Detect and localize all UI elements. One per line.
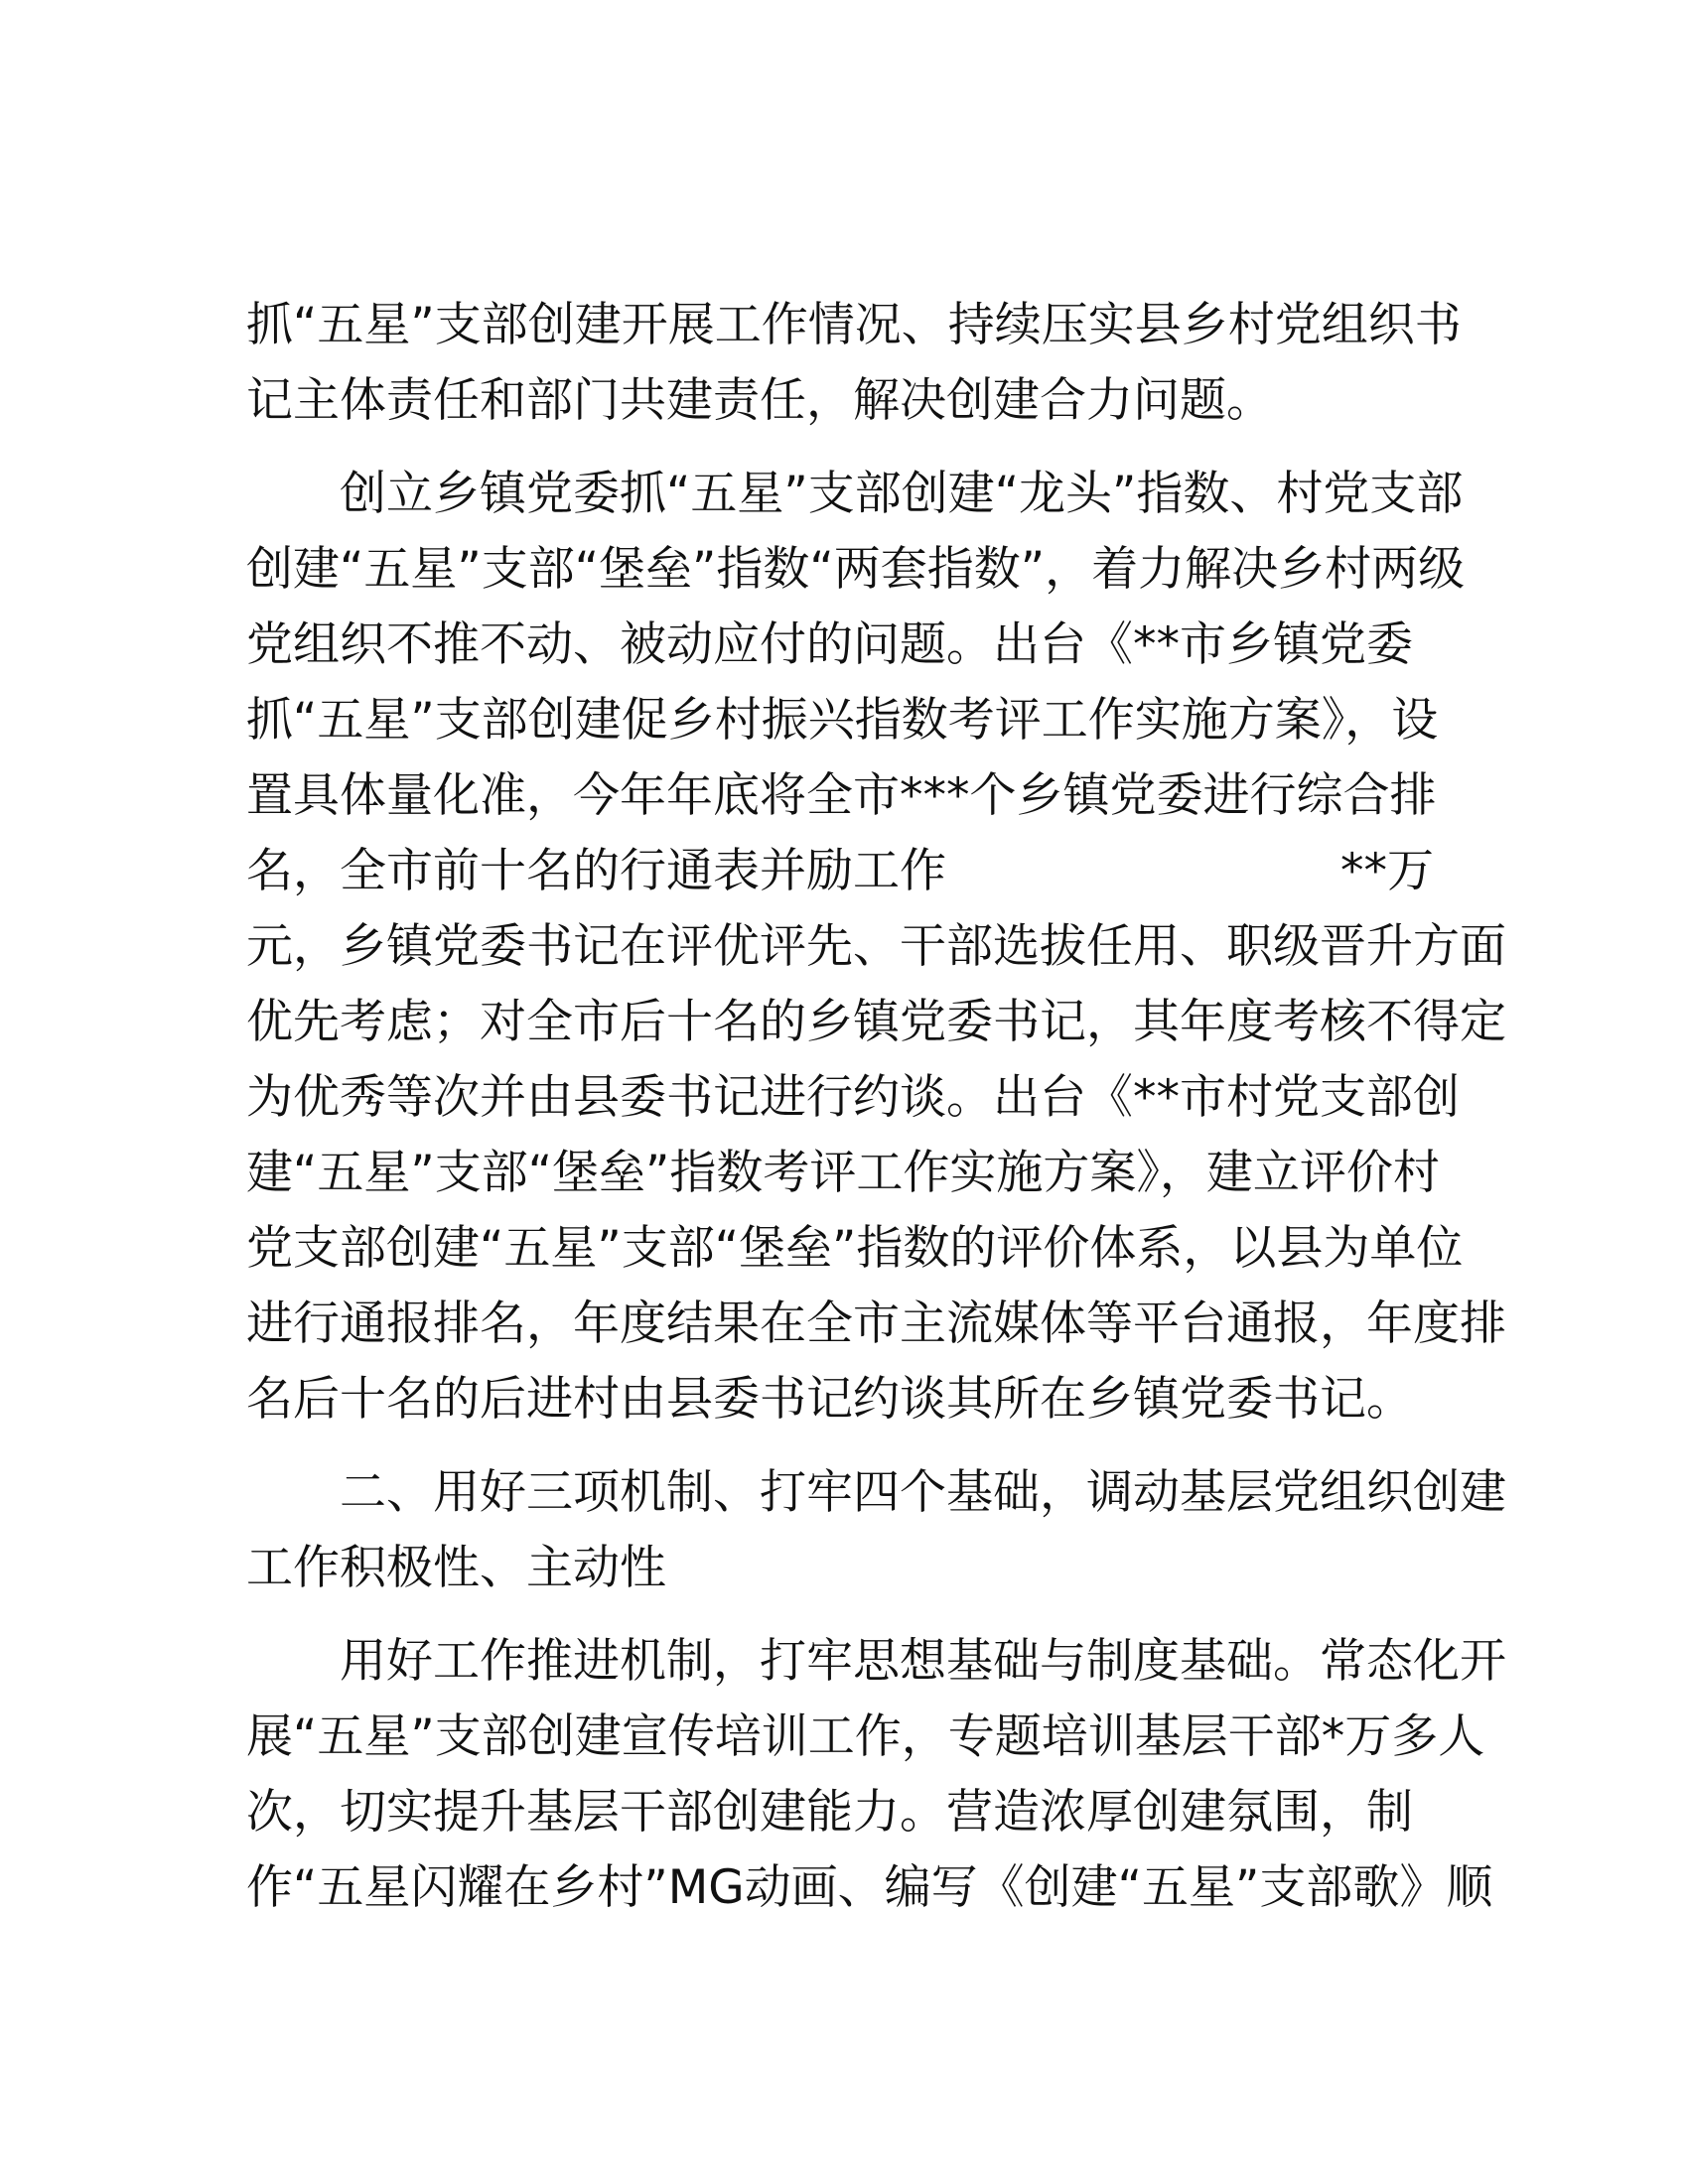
paragraph-4 xyxy=(246,1624,1506,1926)
text-line: 优先考虑；对全市后十名的乡镇党委书记，其年度考核不得定 xyxy=(246,995,1506,1049)
text-line: 抓“五星”支部创建促乡村振兴指数考评工作实施方案》，设 xyxy=(246,693,1439,748)
text-line: 创建“五星”支部“堡垒”指数“两套指数”，着力解决乡村两级 xyxy=(246,542,1466,597)
text-line: 二、用好三项机制、打牢四个基础，调动基层党组织创建 xyxy=(340,1465,1506,1520)
text-line: 展“五星”支部创建宣传培训工作，专题培训基层干部*万多人 xyxy=(246,1709,1485,1764)
text-line: 党组织不推不动、被动应付的问题。出台《**市乡镇党委 xyxy=(246,617,1413,672)
split-text-line xyxy=(246,834,1434,909)
section-heading xyxy=(246,1455,1506,1606)
text-line: 党支部创建“五星”支部“堡垒”指数的评价体系，以县为单位 xyxy=(246,1221,1464,1276)
document-body xyxy=(246,288,1506,1926)
paragraph-1 xyxy=(246,288,1462,439)
text-line: 作“五星闪耀在乡村”MG动画、编写《创建“五星”支部歌》顺 xyxy=(246,1860,1493,1915)
text-line: 工作积极性、主动性 xyxy=(246,1541,666,1595)
text-line: 抓“五星”支部创建开展工作情况、持续压实县乡村党组织书 xyxy=(246,298,1462,352)
text-line: 建“五星”支部“堡垒”指数考评工作实施方案》，建立评价村 xyxy=(246,1146,1440,1200)
text-line: 置具体量化准，今年年底将全市***个乡镇党委进行综合排 xyxy=(246,768,1437,823)
text-line: 名后十名的后进村由县委书记约谈其所在乡镇党委书记。 xyxy=(246,1372,1413,1427)
text-line: 创立乡镇党委抓“五星”支部创建“龙头”指数、村党支部 xyxy=(340,467,1464,521)
text-line: 用好工作推进机制，打牢思想基础与制度基础。常态化开 xyxy=(340,1634,1506,1689)
split-line-right: **万 xyxy=(1340,844,1434,898)
paragraph-2 xyxy=(246,457,1506,1437)
text-line: 进行通报排名，年度结果在全市主流媒体等平台通报，年度排 xyxy=(246,1297,1506,1351)
text-line: 记主体责任和部门共建责任，解决创建合力问题。 xyxy=(246,373,1273,428)
text-line: 次，切实提升基层干部创建能力。营造浓厚创建氛围，制 xyxy=(246,1785,1413,1840)
text-line: 为优秀等次并由县委书记进行约谈。出台《**市村党支部创 xyxy=(246,1070,1460,1125)
split-line-left: 名，全市前十名的行通表并励工作 xyxy=(246,844,946,898)
text-line: 元，乡镇党委书记在评优评先、干部选拔任用、职级晋升方面 xyxy=(246,919,1506,974)
